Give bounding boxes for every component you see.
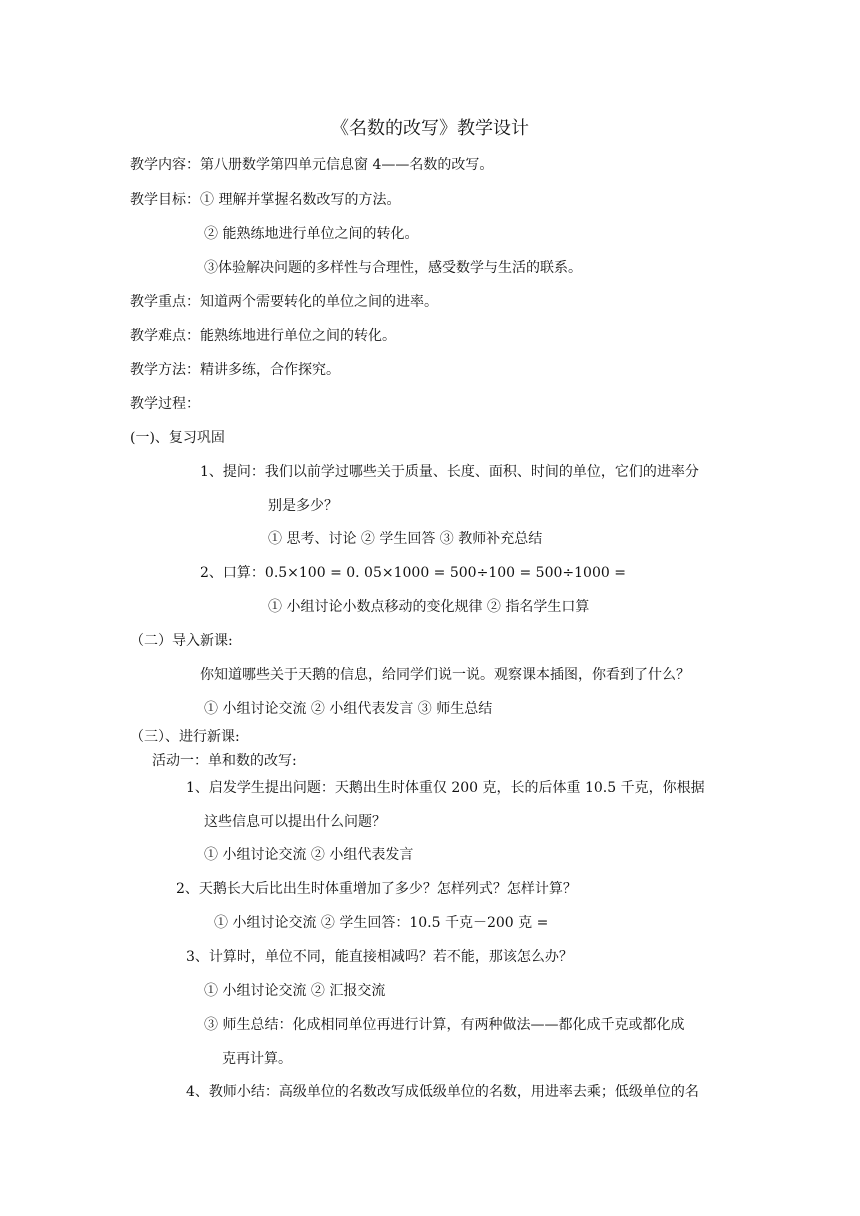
teaching-difficulty-line: 教学难点：能熟练地进行单位之间的转化。 <box>130 328 396 344</box>
activity-1-item-1-line-2: 这些信息可以提出什么问题？ <box>204 814 386 830</box>
activity-1-item-1-steps: ① 小组讨论交流 ② 小组代表发言 <box>204 847 414 863</box>
teaching-goal-line-2: ② 能熟练地进行单位之间的转化。 <box>204 226 419 242</box>
teaching-key-point-line: 教学重点：知道两个需要转化的单位之间的进率。 <box>130 294 438 310</box>
activity-1-item-3-line: 3、计算时，单位不同，能直接相减吗？若不能，那该怎么办？ <box>186 949 573 965</box>
introduction-question-line: 你知道哪些关于天鹅的信息，给同学们说一说。观察课本插图，你看到了什么？ <box>200 667 690 683</box>
introduction-steps-line: ① 小组讨论交流 ② 小组代表发言 ③ 师生总结 <box>204 701 493 717</box>
activity-1-item-4-line: 4、教师小结：高级单位的名数改写成低级单位的名数，用进率去乘；低级单位的名 <box>186 1084 699 1100</box>
document-title: 《名数的改写》教学设计 <box>331 118 529 139</box>
activity-1-summary-line-1: ③ 师生总结：化成相同单位再进行计算，有两种做法——都化成千克或都化成 <box>204 1017 685 1033</box>
section-1-heading: (一)、复习巩固 <box>130 430 225 446</box>
review-steps-line: ① 思考、讨论 ② 学生回答 ③ 教师补充总结 <box>268 531 543 547</box>
review-question-line-2: 别是多少？ <box>268 498 338 514</box>
teaching-method-line: 教学方法：精讲多练，合作探究。 <box>130 362 340 378</box>
activity-1-item-1-line-1: 1、启发学生提出问题：天鹅出生时体重仅 200 克，长的后体重 10.5 千克，你根据 <box>186 780 705 796</box>
activity-1-item-2-line: 2、天鹅长大后比出生时体重增加了多少？怎样列式？怎样计算？ <box>176 881 577 897</box>
teaching-goal-line-3: ③体验解决问题的多样性与合理性，感受数学与生活的联系。 <box>204 260 582 276</box>
teaching-content-line: 教学内容：第八册数学第四单元信息窗 4——名数的改写。 <box>130 157 494 173</box>
mental-math-line: 2、口算：0.5×100 = 0. 05×1000 = 500÷100 = 500÷1000 = <box>200 565 626 581</box>
activity-1-item-2-steps: ① 小组讨论交流 ② 学生回答：10.5 千克－200 克 = <box>214 915 549 931</box>
review-question-line-1: 1、提问：我们以前学过哪些关于质量、长度、面积、时间的单位，它们的进率分 <box>200 464 699 480</box>
teaching-goal-line-1: 教学目标：① 理解并掌握名数改写的方法。 <box>130 192 401 208</box>
activity-1-summary-line-2: 克再计算。 <box>222 1051 292 1067</box>
activity-1-heading: 活动一：单和数的改写: <box>152 753 297 769</box>
section-3-heading: （三）、进行新课: <box>130 729 240 745</box>
mental-math-steps-line: ① 小组讨论小数点移动的变化规律 ② 指名学生口算 <box>268 599 590 615</box>
activity-1-item-3-steps: ① 小组讨论交流 ② 汇报交流 <box>204 983 386 999</box>
section-2-heading: （二）导入新课: <box>130 633 233 649</box>
teaching-process-heading: 教学过程： <box>130 396 200 412</box>
